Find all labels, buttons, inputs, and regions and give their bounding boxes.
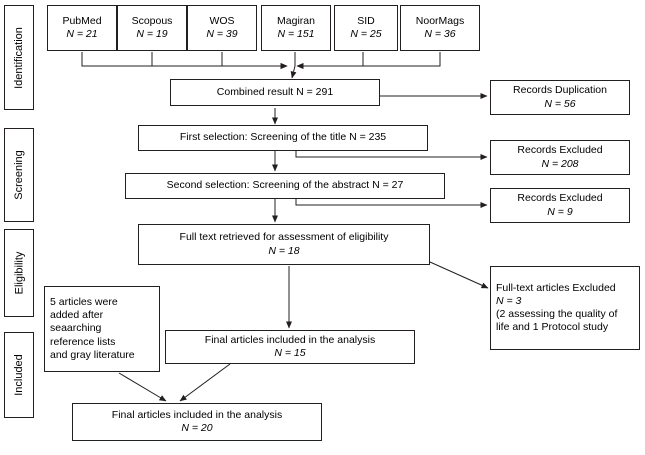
stage-included-label: Included — [13, 354, 25, 396]
source-count-sid: N = 25 — [350, 28, 382, 40]
node-records-duplication-count: N = 56 — [544, 97, 576, 110]
node-combined-result-text: Combined result N = 291 — [216, 85, 334, 98]
source-count-noormags: N = 36 — [424, 28, 456, 40]
source-name-magiran: Magiran — [277, 14, 315, 27]
node-gray-literature-line-3: seaarching — [50, 322, 102, 335]
source-box-magiran — [261, 5, 331, 51]
node-final-articles-20-count: N = 20 — [181, 422, 213, 434]
node-full-text-retrieved — [138, 224, 430, 265]
node-fulltext-excluded-detail-2: life and 1 Protocol study — [496, 321, 609, 334]
node-gray-literature-line-4: reference lists — [50, 335, 116, 348]
node-fulltext-excluded-detail-1: (2 assessing the quality of — [496, 308, 618, 320]
node-final-articles-15-title: Final articles included in the analysis — [204, 333, 376, 346]
node-gray-literature-line-2: added after — [50, 309, 104, 322]
node-gray-literature — [44, 286, 160, 372]
node-final-articles-20 — [72, 403, 322, 441]
source-box-sid — [334, 5, 398, 51]
node-records-excluded-1-title: Records Excluded — [517, 144, 603, 157]
source-name-sid: SID — [357, 14, 375, 27]
node-fulltext-excluded-title: Full-text articles Excluded — [496, 281, 616, 294]
node-second-selection-text: Second selection: Screening of the abstract N = 27 — [166, 179, 404, 192]
node-first-selection-text: First selection: Screening of the title N = 235 — [179, 131, 387, 144]
source-name-wos: WOS — [209, 14, 235, 27]
node-gray-literature-line-5: and gray literature — [50, 348, 135, 361]
source-box-pubmed — [47, 5, 117, 51]
stage-identification-label: Identification — [13, 26, 26, 89]
stage-eligibility-label: Eligibility — [13, 251, 26, 295]
node-final-articles-15-count: N = 15 — [274, 347, 306, 359]
source-count-magiran: N = 151 — [277, 28, 315, 40]
node-records-duplication-title: Records Duplication — [513, 84, 607, 97]
stage-included — [4, 332, 34, 418]
node-records-excluded-2-count: N = 9 — [547, 205, 573, 218]
stage-eligibility — [4, 229, 34, 317]
node-fulltext-articles-excluded — [490, 266, 640, 350]
node-combined-result — [170, 79, 380, 106]
source-count-scopous: N = 19 — [136, 28, 168, 40]
node-fulltext-excluded-count: N = 3 — [496, 294, 522, 307]
source-count-pubmed: N = 21 — [66, 28, 98, 40]
node-records-excluded-2 — [490, 188, 630, 223]
stage-identification — [4, 5, 34, 110]
node-records-excluded-2-title: Records Excluded — [517, 192, 603, 205]
source-name-noormags: NoorMags — [415, 14, 465, 27]
stage-screening-label: Screening — [13, 150, 26, 200]
node-records-duplication — [490, 80, 630, 115]
source-box-wos — [187, 5, 257, 51]
source-count-wos: N = 39 — [206, 28, 238, 40]
source-name-scopous: Scopous — [131, 14, 173, 27]
node-first-selection — [138, 125, 428, 151]
node-records-excluded-1 — [490, 140, 630, 175]
source-box-noormags — [400, 5, 480, 51]
node-records-excluded-1-count: N = 208 — [541, 157, 579, 170]
node-full-text-retrieved-title: Full text retrieved for assessment of eligibility — [179, 231, 389, 244]
source-box-scopous — [117, 5, 187, 51]
node-second-selection — [125, 173, 445, 199]
node-final-articles-20-title: Final articles included in the analysis — [111, 408, 283, 421]
node-final-articles-15 — [165, 330, 415, 364]
node-full-text-retrieved-count: N = 18 — [268, 244, 300, 257]
stage-screening — [4, 128, 34, 222]
node-gray-literature-line-1: 5 articles were — [50, 296, 118, 309]
source-name-pubmed: PubMed — [62, 14, 102, 27]
